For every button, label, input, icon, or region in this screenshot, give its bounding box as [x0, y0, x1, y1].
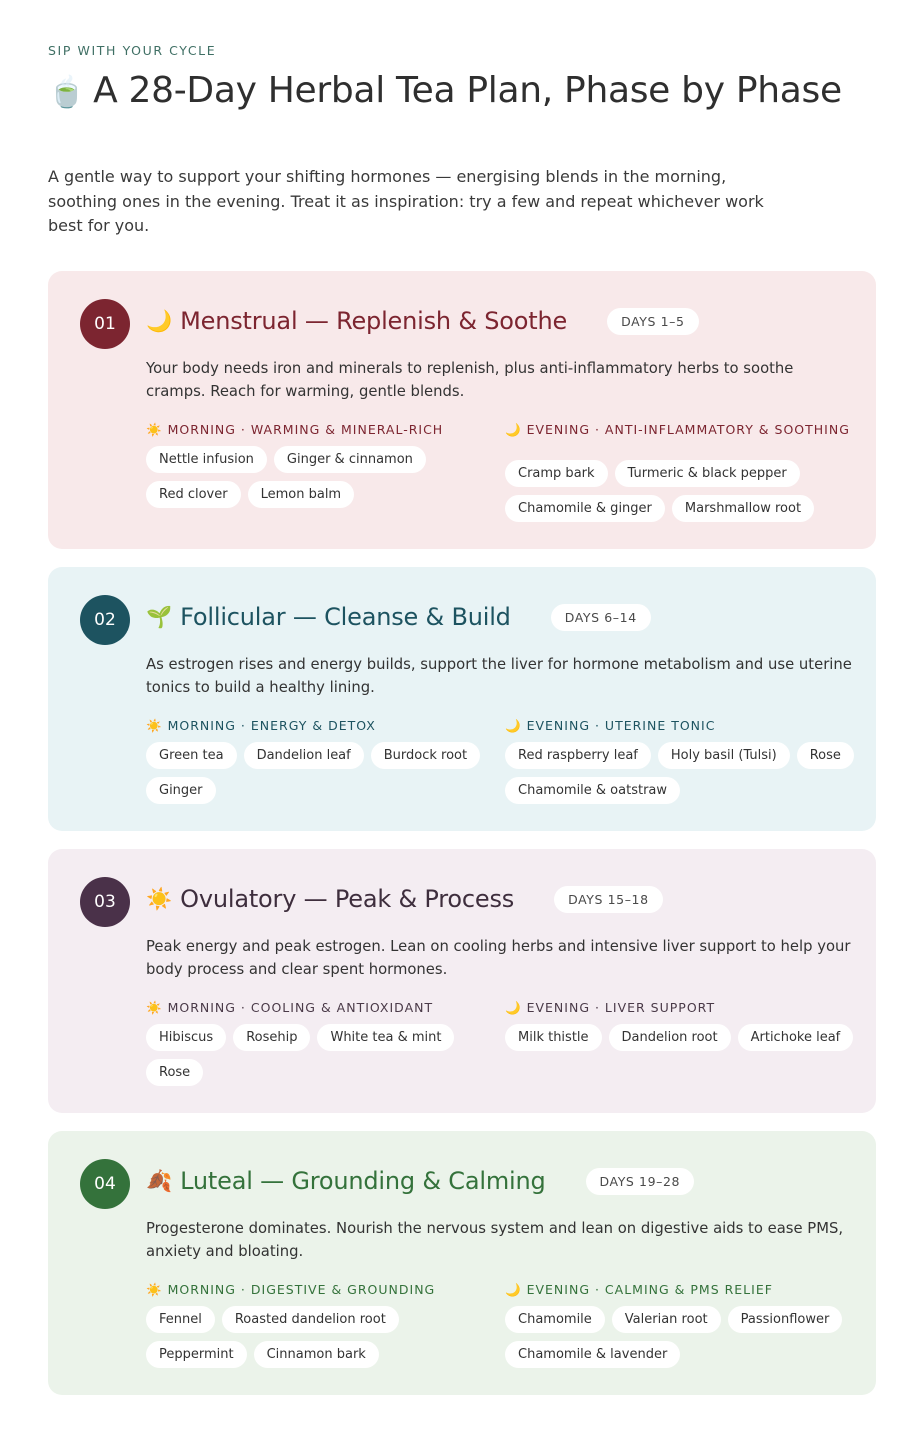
moon-icon: 🌙 — [505, 1000, 522, 1015]
morning-tea-list — [146, 742, 486, 804]
morning-column — [146, 1000, 486, 1086]
tea-chip: Rose — [797, 742, 854, 769]
tea-chip: Red clover — [146, 481, 241, 508]
morning-tea-list — [146, 446, 486, 508]
tea-chip: Ginger & cinnamon — [274, 446, 426, 473]
tea-chip: Marshmallow root — [672, 495, 814, 522]
tea-chip: Dandelion leaf — [244, 742, 364, 769]
sun-icon: ☀️ — [146, 422, 163, 437]
tea-chip: Holy basil (Tulsi) — [658, 742, 790, 769]
days-badge: DAYS 15–18 — [554, 886, 663, 913]
evening-label-text: EVENING · CALMING & PMS RELIEF — [526, 1282, 773, 1297]
phase-title: Ovulatory — Peak & Process — [180, 885, 515, 913]
phase-description: As estrogen rises and energy builds, support the liver for hormone metabolism and use uterine tonics to build a healthy lining. — [146, 656, 852, 696]
tea-chip: Hibiscus — [146, 1024, 226, 1051]
tea-chip: Lemon balm — [248, 481, 355, 508]
phase-description: Your body needs iron and minerals to replenish, plus anti-inflammatory herbs to soothe cramps. Reach for warming, gentle blends. — [146, 360, 794, 400]
phase-header — [146, 1167, 694, 1195]
teacup-icon: 🍵 — [48, 75, 86, 110]
tea-chip: Cramp bark — [505, 460, 608, 487]
evening-tea-list — [505, 742, 855, 804]
days-badge: DAYS 6–14 — [551, 604, 651, 631]
tea-chip: Passionflower — [728, 1306, 843, 1333]
phase-title: Follicular — Cleanse & Build — [180, 603, 511, 631]
sun-icon: ☀️ — [146, 886, 173, 911]
phase-card-menstrual — [48, 271, 876, 549]
evening-column — [505, 718, 855, 804]
phase-title: Luteal — Grounding & Calming — [180, 1167, 546, 1195]
moon-icon: 🌙 — [146, 308, 173, 333]
evening-label-text: EVENING · LIVER SUPPORT — [526, 1000, 716, 1015]
tea-chip: Ginger — [146, 777, 216, 804]
tea-chip: Chamomile & oatstraw — [505, 777, 680, 804]
evening-label — [505, 1282, 855, 1298]
page-title-text: A 28-Day Herbal Tea Plan, Phase by Phase — [93, 70, 842, 111]
tea-chip: Chamomile & lavender — [505, 1341, 680, 1368]
tea-chip: Milk thistle — [505, 1024, 602, 1051]
evening-tea-list — [505, 1306, 855, 1368]
phase-title: Menstrual — Replenish & Soothe — [180, 307, 568, 335]
tea-chip: White tea & mint — [317, 1024, 454, 1051]
evening-tea-list — [505, 1024, 855, 1051]
evening-label-text: EVENING · ANTI-INFLAMMATORY & SOOTHING — [526, 422, 850, 437]
tea-chip: Rose — [146, 1059, 203, 1086]
tea-chip: Red raspberry leaf — [505, 742, 651, 769]
tea-chip: Valerian root — [612, 1306, 721, 1333]
phase-number-badge: 04 — [80, 1159, 130, 1209]
sun-icon: ☀️ — [146, 718, 163, 733]
evening-label — [505, 718, 855, 734]
phase-header — [146, 603, 651, 631]
phase-number-badge: 02 — [80, 595, 130, 645]
morning-label — [146, 718, 486, 734]
phase-card-follicular — [48, 567, 876, 831]
tea-chip: Dandelion root — [609, 1024, 731, 1051]
intro-text: A gentle way to support your shifting hormones — energising blends in the morning, soothing ones in the evening. Treat it as inspiration: try a few and repeat whichever work best for you. — [48, 167, 764, 235]
morning-label-text: MORNING · DIGESTIVE & GROUNDING — [167, 1282, 436, 1297]
tea-chip: Chamomile & ginger — [505, 495, 665, 522]
phase-description: Progesterone dominates. Nourish the nervous system and lean on digestive aids to ease PMS, anxiety and bloating. — [146, 1220, 844, 1260]
tea-chip: Cinnamon bark — [254, 1341, 379, 1368]
moon-icon: 🌙 — [505, 718, 522, 733]
morning-label-text: MORNING · WARMING & MINERAL-RICH — [167, 422, 444, 437]
morning-tea-list — [146, 1024, 486, 1086]
phase-card-ovulatory — [48, 849, 876, 1113]
phase-description: Peak energy and peak estrogen. Lean on cooling herbs and intensive liver support to help your body process and clear spent hormones. — [146, 938, 851, 978]
morning-label-text: MORNING · COOLING & ANTIOXIDANT — [167, 1000, 434, 1015]
phase-card-luteal — [48, 1131, 876, 1395]
morning-column — [146, 422, 486, 508]
tea-chip: Roasted dandelion root — [222, 1306, 399, 1333]
seedling-icon: 🌱 — [146, 604, 173, 629]
evening-label — [505, 422, 855, 438]
evening-column — [505, 1282, 855, 1368]
fallen-leaf-icon: 🍂 — [146, 1168, 173, 1193]
evening-column — [505, 422, 855, 522]
days-badge: DAYS 1–5 — [607, 308, 699, 335]
morning-column — [146, 718, 486, 804]
page-title — [48, 70, 842, 111]
sun-icon: ☀️ — [146, 1282, 163, 1297]
evening-label-text: EVENING · UTERINE TONIC — [526, 718, 716, 733]
evening-tea-list — [505, 460, 855, 522]
moon-icon: 🌙 — [505, 1282, 522, 1297]
moon-icon: 🌙 — [505, 422, 522, 437]
tea-chip: Burdock root — [371, 742, 480, 769]
phase-header — [146, 885, 663, 913]
tea-chip: Peppermint — [146, 1341, 247, 1368]
morning-label — [146, 1282, 486, 1298]
tea-chip: Fennel — [146, 1306, 215, 1333]
evening-column — [505, 1000, 855, 1051]
evening-label — [505, 1000, 855, 1016]
phase-header — [146, 307, 699, 335]
tea-chip: Artichoke leaf — [738, 1024, 854, 1051]
tea-chip: Turmeric & black pepper — [615, 460, 800, 487]
tea-chip: Nettle infusion — [146, 446, 267, 473]
morning-column — [146, 1282, 486, 1368]
morning-tea-list — [146, 1306, 486, 1368]
days-badge: DAYS 19–28 — [586, 1168, 695, 1195]
phase-number-badge: 03 — [80, 877, 130, 927]
eyebrow: SIP WITH YOUR CYCLE — [48, 43, 217, 58]
morning-label — [146, 422, 486, 438]
phase-number-badge: 01 — [80, 299, 130, 349]
tea-chip: Green tea — [146, 742, 237, 769]
morning-label-text: MORNING · ENERGY & DETOX — [167, 718, 376, 733]
morning-label — [146, 1000, 486, 1016]
tea-chip: Rosehip — [233, 1024, 310, 1051]
tea-chip: Chamomile — [505, 1306, 605, 1333]
sun-icon: ☀️ — [146, 1000, 163, 1015]
